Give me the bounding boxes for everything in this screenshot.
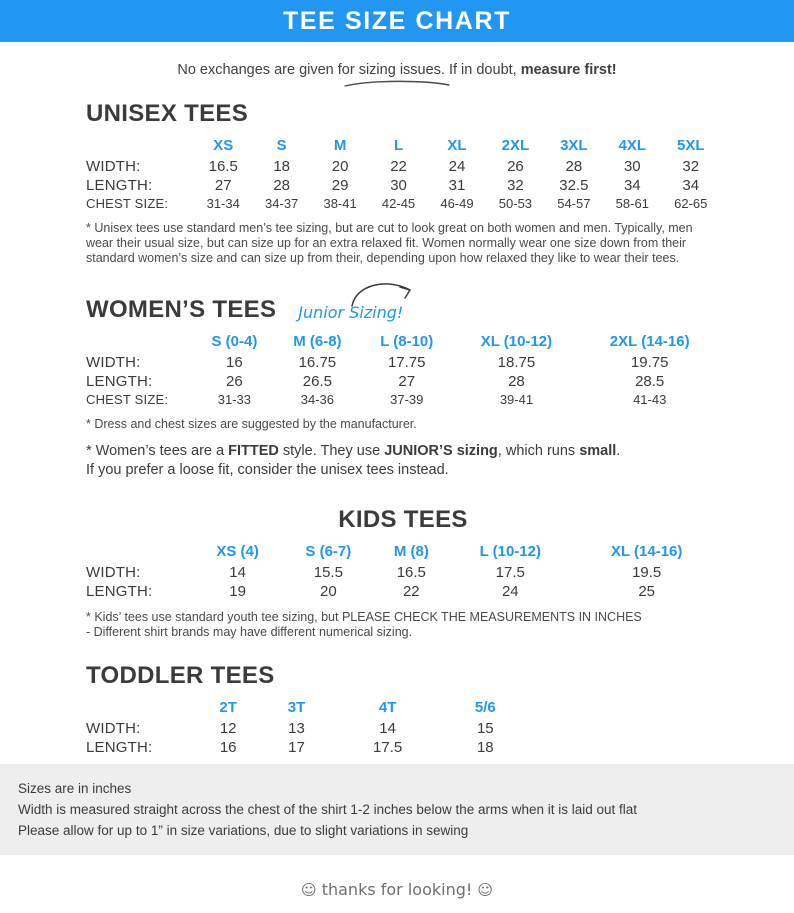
cell: 28 [508, 373, 525, 390]
cell: 46-49 [440, 196, 474, 211]
section-unisex [0, 100, 794, 266]
col-header: XL (10-12) [480, 333, 553, 350]
cell: 17.75 [387, 354, 426, 371]
col-header: M (6-8) [293, 333, 342, 350]
womens-note2-bold3: small [579, 443, 617, 459]
cell: 42-45 [381, 196, 416, 211]
row-label: CHEST SIZE: [86, 196, 169, 211]
row-label: LENGTH: [86, 373, 153, 390]
table-header-row [86, 542, 720, 563]
cell: 34-37 [265, 196, 299, 211]
row-label: LENGTH: [86, 177, 153, 194]
cell: 58-61 [615, 196, 649, 211]
cell: 62-65 [674, 196, 708, 211]
col-header: L [393, 137, 404, 154]
cell: 54-57 [557, 196, 591, 211]
col-header: 2T [219, 699, 237, 716]
cell: 31-34 [206, 196, 240, 211]
cell: 28 [273, 177, 290, 194]
womens-note2-part2: style. They use [278, 443, 385, 459]
row-label: CHEST SIZE: [86, 392, 169, 407]
col-header: XL [447, 137, 467, 154]
col-header: S (0-4) [211, 333, 258, 350]
cell: 26 [226, 373, 243, 390]
womens-note2-part3: , which runs [497, 443, 580, 459]
cell: 19.75 [630, 354, 669, 371]
section-title-kids: KIDS TEES [338, 506, 468, 533]
cell: 50-53 [498, 196, 533, 211]
corner-cell [86, 698, 194, 719]
cell: 32 [507, 177, 524, 194]
table-row [86, 582, 720, 601]
smiley-right-icon: ☺ [477, 881, 494, 899]
cell: 18 [273, 158, 290, 175]
row-label: WIDTH: [86, 354, 141, 371]
cell: 16.5 [396, 564, 426, 581]
section-womens [0, 296, 794, 480]
cell: 20 [331, 158, 349, 175]
col-header: 3T [287, 699, 306, 716]
page-title: TEE SIZE CHART [283, 6, 511, 35]
col-header: 2XL [501, 137, 530, 154]
section-title-toddler: TODDLER TEES [86, 662, 275, 689]
section-kids [0, 506, 794, 640]
cell: 16.75 [298, 354, 337, 371]
womens-note2-bold2: JUNIOR’S sizing [384, 443, 498, 459]
subtitle-block [0, 42, 794, 78]
footer-info-box [0, 764, 794, 855]
cell: 20 [319, 583, 337, 600]
cell: 34 [682, 177, 700, 194]
kids-note [86, 610, 720, 640]
womens-note: * Dress and chest sizes are suggested by the manufacturer. [86, 417, 417, 431]
col-header: 5XL [676, 137, 705, 154]
thanks-text: thanks for looking! [321, 880, 473, 899]
cell: 15.5 [313, 564, 343, 581]
col-header: M [333, 137, 347, 154]
col-header: 4T [378, 699, 397, 716]
cell: 24 [448, 158, 466, 175]
cell: 14 [229, 564, 246, 581]
col-header: XL (14-16) [610, 543, 683, 560]
table-header-row [86, 136, 720, 157]
cell: 19 [229, 583, 246, 600]
col-header: S [276, 137, 287, 154]
cell: 32 [682, 158, 700, 175]
cell: 31 [448, 177, 466, 194]
cell: 38-41 [323, 196, 357, 211]
womens-note2-part4: . [616, 443, 621, 459]
col-header: 2XL (14-16) [609, 333, 690, 350]
col-header: 4XL [618, 137, 647, 154]
cell: 27 [398, 373, 416, 390]
cell: 13 [288, 720, 305, 737]
subtitle-text [0, 62, 794, 78]
col-header: 3XL [560, 137, 588, 154]
table-header-row [86, 698, 526, 719]
col-header: L (8-10) [380, 333, 434, 350]
womens-title-row [86, 296, 720, 324]
table-row [86, 195, 720, 212]
content [0, 100, 794, 757]
cell: 30 [623, 158, 641, 175]
unisex-size-table [86, 136, 720, 212]
row-label: WIDTH: [86, 158, 141, 175]
cell: 26.5 [302, 373, 332, 390]
cell: 22 [402, 583, 420, 600]
corner-cell [86, 332, 194, 353]
header-bar [0, 0, 794, 42]
kids-size-table [86, 542, 720, 601]
col-header: L (10-12) [479, 543, 541, 560]
toddler-size-table [86, 698, 526, 757]
section-toddler [0, 662, 794, 757]
cell: 39-41 [499, 392, 534, 407]
section-title-womens: WOMEN’S TEES [86, 296, 277, 323]
kids-note-line1: * Kids’ tees use standard youth tee sizing, but PLEASE CHECK THE MEASUREMENTS IN INCHES [86, 610, 642, 624]
cell: 34 [623, 177, 641, 194]
cell: 28 [565, 158, 583, 175]
col-header: XS [213, 137, 234, 154]
table-row [86, 391, 720, 408]
subtitle-text-plain: No exchanges are given for sizing issues. If in doubt, [177, 62, 521, 78]
cell: 18 [476, 739, 494, 756]
row-label: WIDTH: [86, 564, 141, 581]
table-header-row [86, 332, 720, 353]
row-label: LENGTH: [86, 739, 153, 756]
curved-arrow-icon [348, 276, 418, 310]
womens-note2-line2: If you prefer a loose fit, consider the unisex tees instead. [86, 462, 449, 478]
womens-size-table [86, 332, 720, 408]
col-header: 5/6 [474, 699, 496, 716]
cell: 16.5 [208, 158, 238, 175]
cell: 17.5 [495, 564, 525, 581]
junior-sizing-note: Junior Sizing! [298, 303, 404, 322]
table-row [86, 563, 720, 582]
cell: 18.75 [497, 354, 536, 371]
cell: 26 [507, 158, 524, 175]
col-header: M (8) [393, 543, 429, 560]
womens-note2-bold1: FITTED [228, 443, 279, 459]
cell: 12 [219, 720, 237, 737]
cell: 16 [226, 354, 243, 371]
cell: 34-36 [300, 392, 334, 407]
cell: 32.5 [559, 177, 589, 194]
cell: 14 [379, 720, 396, 737]
row-label: WIDTH: [86, 720, 141, 737]
corner-cell [86, 542, 194, 563]
womens-note-2 [86, 442, 720, 480]
table-row [86, 353, 720, 372]
corner-cell [86, 136, 194, 157]
footer-line-3: Please allow for up to 1” in size variations, due to slight variations in sewing [18, 823, 469, 838]
section-title-unisex: UNISEX TEES [86, 100, 249, 127]
unisex-note: * Unisex tees use standard men’s tee sizing, but are cut to look great on both women and men. Typically, men wear their usual size, but can size up for an extra relaxed fit. Women normally wear one size down from their standard women’s size and can size up from their, depending upon how relaxed they like to wear their tees. [86, 221, 693, 265]
table-row [86, 372, 720, 391]
womens-note2-part1: * Women’s tees are a [86, 443, 229, 459]
col-header: XS (4) [216, 543, 259, 560]
footer-line-1: Sizes are in inches [18, 781, 132, 796]
cell: 28.5 [635, 373, 665, 390]
smiley-left-icon: ☺ [300, 881, 317, 899]
cell: 25 [638, 583, 655, 600]
cell: 37-39 [390, 392, 424, 407]
thanks-footer [0, 880, 794, 899]
cell: 31-33 [217, 392, 252, 407]
cell: 17 [288, 739, 305, 756]
underline-swoosh-icon [337, 78, 457, 90]
table-row [86, 157, 720, 176]
col-header: S (6-7) [305, 543, 352, 560]
cell: 16 [219, 739, 237, 756]
cell: 19.5 [632, 564, 662, 581]
cell: 30 [390, 177, 407, 194]
cell: 22 [390, 158, 407, 175]
subtitle-text-bold: measure first! [520, 62, 617, 78]
table-row [86, 738, 526, 757]
table-row [86, 176, 720, 195]
cell: 24 [501, 583, 519, 600]
row-label: LENGTH: [86, 583, 153, 600]
cell: 17.5 [373, 739, 403, 756]
cell: 41-43 [633, 392, 667, 407]
cell: 15 [476, 720, 494, 737]
footer-line-2: Width is measured straight across the chest of the shirt 1-2 inches below the arms when it is laid out flat [18, 802, 638, 817]
cell: 27 [214, 177, 232, 194]
cell: 29 [331, 177, 349, 194]
table-row [86, 719, 526, 738]
kids-note-line2: - Different shirt brands may have different numerical sizing. [86, 625, 413, 639]
